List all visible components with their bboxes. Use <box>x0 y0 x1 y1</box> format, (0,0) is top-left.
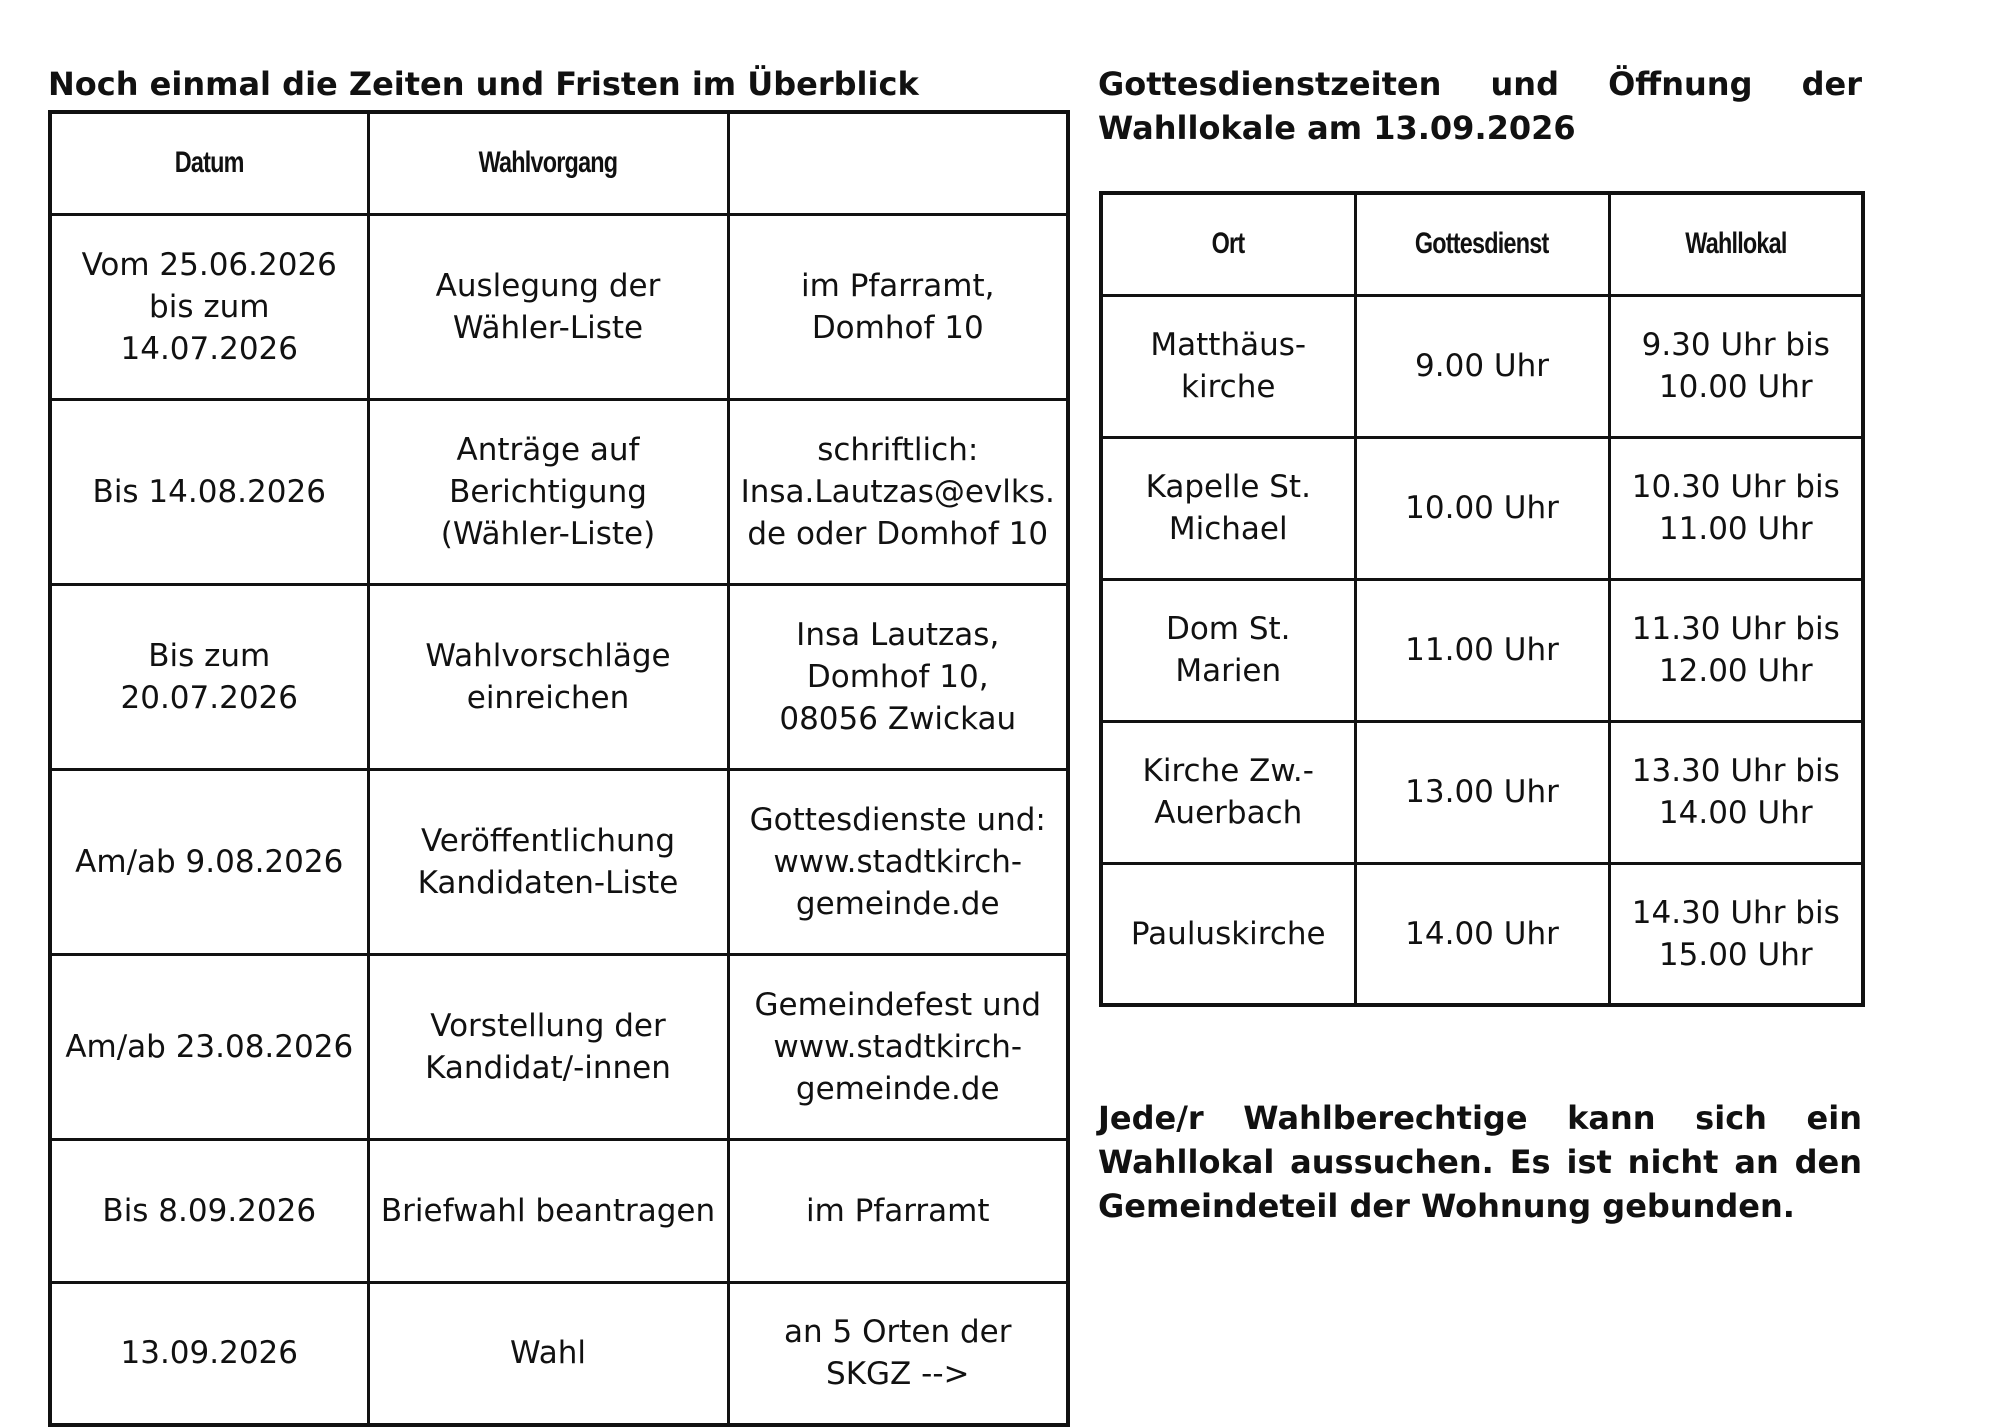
column-header-datum: Datum <box>50 112 368 214</box>
table-row <box>50 214 1068 399</box>
column-header-location <box>728 112 1068 214</box>
deadlines-table <box>48 110 1070 1427</box>
column-header-gottesdienst: Gottesdienst <box>1355 193 1609 295</box>
table-row <box>50 399 1068 584</box>
process-cell: Anträge auf Berichtigung (Wähler-Liste) <box>368 399 728 584</box>
location-cell: Gemeindefest und www.stadtkirch- gemeinde.de <box>728 954 1068 1139</box>
date-cell: Bis 8.09.2026 <box>50 1139 368 1282</box>
date-cell: Bis zum 20.07.2026 <box>50 584 368 769</box>
table-row <box>50 1139 1068 1282</box>
location-cell: im Pfarramt <box>728 1139 1068 1282</box>
place-cell: Kirche Zw.- Auerbach <box>1101 721 1355 863</box>
date-cell: Bis 14.08.2026 <box>50 399 368 584</box>
service-time-cell: 10.00 Uhr <box>1355 437 1609 579</box>
place-cell: Matthäus- kirche <box>1101 295 1355 437</box>
table-row <box>1101 579 1863 721</box>
service-time-cell: 11.00 Uhr <box>1355 579 1609 721</box>
poll-time-cell: 13.30 Uhr bis 14.00 Uhr <box>1609 721 1863 863</box>
location-cell: im Pfarramt, Domhof 10 <box>728 214 1068 399</box>
date-cell: Vom 25.06.2026 bis zum 14.07.2026 <box>50 214 368 399</box>
polling-note: Jede/r Wahlberechtige kann sich ein Wahllokal aussuchen. Es ist nicht an den Gemeindeteil der Wohnung gebunden. <box>1098 1099 1862 1225</box>
process-cell: Wahl <box>368 1282 728 1425</box>
location-cell: an 5 Orten der SKGZ --> <box>728 1282 1068 1425</box>
date-cell: Am/ab 9.08.2026 <box>50 769 368 954</box>
table-header-row <box>50 112 1068 214</box>
column-header-wahlvorgang: Wahlvorgang <box>368 112 728 214</box>
process-cell: Vorstellung der Kandidat/-innen <box>368 954 728 1139</box>
poll-time-cell: 9.30 Uhr bis 10.00 Uhr <box>1609 295 1863 437</box>
date-cell: Am/ab 23.08.2026 <box>50 954 368 1139</box>
column-header-wahllokal: Wahllokal <box>1609 193 1863 295</box>
location-cell: Gottesdienste und: www.stadtkirch- gemeinde.de <box>728 769 1068 954</box>
place-cell: Kapelle St. Michael <box>1101 437 1355 579</box>
process-cell: Wahlvorschläge einreichen <box>368 584 728 769</box>
service-time-cell: 13.00 Uhr <box>1355 721 1609 863</box>
location-cell: Insa Lautzas, Domhof 10, 08056 Zwickau <box>728 584 1068 769</box>
table-header-row <box>1101 193 1863 295</box>
table-row <box>50 769 1068 954</box>
table-row <box>1101 863 1863 1005</box>
poll-time-cell: 11.30 Uhr bis 12.00 Uhr <box>1609 579 1863 721</box>
date-cell: 13.09.2026 <box>50 1282 368 1425</box>
table-row <box>1101 437 1863 579</box>
service-time-cell: 14.00 Uhr <box>1355 863 1609 1005</box>
table-row <box>1101 295 1863 437</box>
location-cell: schriftlich: Insa.Lautzas@evlks. de oder Domhof 10 <box>728 399 1068 584</box>
poll-time-cell: 14.30 Uhr bis 15.00 Uhr <box>1609 863 1863 1005</box>
column-header-ort: Ort <box>1101 193 1355 295</box>
process-cell: Veröffentlichung Kandidaten-Liste <box>368 769 728 954</box>
table-row <box>1101 721 1863 863</box>
place-cell: Dom St. Marien <box>1101 579 1355 721</box>
process-cell: Briefwahl beantragen <box>368 1139 728 1282</box>
place-cell: Pauluskirche <box>1101 863 1355 1005</box>
table-row <box>50 584 1068 769</box>
process-cell: Auslegung der Wähler-Liste <box>368 214 728 399</box>
table-row <box>50 954 1068 1139</box>
deadlines-heading: Noch einmal die Zeiten und Fristen im Überblick <box>48 65 919 103</box>
poll-time-cell: 10.30 Uhr bis 11.00 Uhr <box>1609 437 1863 579</box>
service-time-cell: 9.00 Uhr <box>1355 295 1609 437</box>
service-times-table <box>1099 191 1865 1007</box>
table-row <box>50 1282 1068 1425</box>
service-times-heading: Gottesdienstzeiten und Öffnung der Wahllokale am 13.09.2026 <box>1098 65 1862 147</box>
